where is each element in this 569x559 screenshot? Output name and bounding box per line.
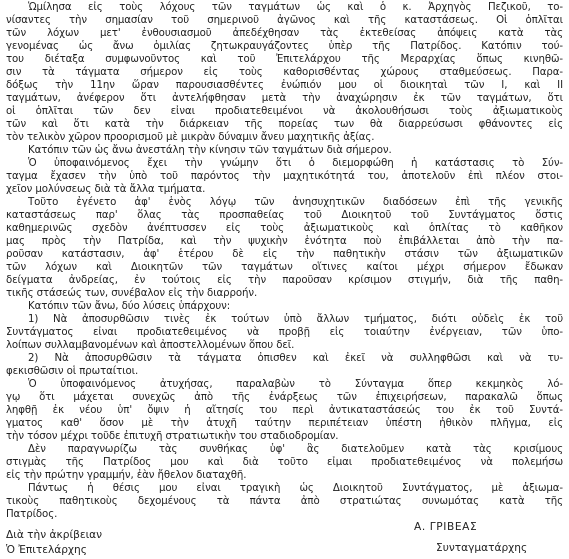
text-line: ληφθῇ ἐκ νέου ὑπ' ὄψιν ἡ αἴτησίς του περὶ ἀντικαταστάσεώς του ἐκ τοῦ Συντά- (6, 405, 563, 416)
text-line: τικῆς στάσεώς των, συνέβαλον εἰς τὴν διαρροήν. (6, 288, 258, 299)
text-line: γματος καθ' ὅσον μὲ τὴν ἀτυχῆ ταύτην περιπέτειαν ὑπέστη ἠθικὸν πλῆγμα, εἰς (6, 418, 563, 429)
signature-name: Α. ΓΡΙΒΕΑΣ (414, 521, 478, 533)
text-line: στιγμὰς τῆς Πατρίδος μου καὶ διὰ τοῦτο εἶμαι προδιατεθειμένος νὰ πολεμήσω (6, 457, 563, 468)
text-line: Συντάγματος εἶναι προδιατεθειμένος νὰ προβῇ εἰς τοιαύτην ἐνέργειαν, τῶν ὑπο- (6, 327, 563, 338)
signature-rank: Συνταγματάρχης (436, 542, 528, 554)
text-line: Ὡμίλησα εἰς τοὺς λόχους τῶν ταγμάτων ὡς καὶ ὁ κ. Ἀρχηγὸς Πεζικοῦ, το- (28, 2, 563, 13)
text-line: Κατόπιν τῶν ἄνω, δύο λύσεις ὑπάρχουν: (28, 301, 231, 312)
text-line: λοίπων συλλαμβανομένων καὶ ἀποστελλομένων ὅπου δεῖ. (6, 340, 295, 351)
closing-accuracy-line: Διὰ τὴν ἀκρίβειαν (6, 529, 103, 541)
text-line: Ὁ ὑποφαινόμενος ἔχει τὴν γνώμην ὅτι ὁ διεμορφώθη ἡ κατάστασις τὸ Σύν- (28, 158, 563, 169)
text-line: τὴν τόσον μέχρι τοῦδε ἐπιτυχῆ στρατιωτικὴν του σταδιοδρομίαν. (6, 431, 339, 442)
text-line: Κατόπιν τῶν ὡς ἄνω ἀνεστάλη τὴν κίνησιν τῶν ταγμάτων διὰ σήμερον. (28, 145, 392, 156)
closing-chief-of-staff: Ὁ Ἐπιτελάρχης (6, 544, 87, 556)
text-line: γῳ ὅτι μάχεται συνεχῶς ἀπὸ τῆς ἐνάρξεως τῶν ἐπιχειρήσεων, παρακαλῶ ὅπως (6, 392, 563, 403)
text-line: Πάντως ἡ θέσις μου εἶναι τραγικὴ ὡς Διοικητοῦ Συντάγματος, μὲ ἀξιωμα- (28, 483, 563, 494)
text-line: του διέταξα συμφωνοῦντος καὶ τοῦ Ἐπιτελάρχου τῆς Μεραρχίας ὅπως κινηθῶ- (6, 54, 563, 65)
text-line: τῶν λόχων μετ' ἐνθουσιασμοῦ ἀπεδέχθησαν τὰς ἐκτεθείσας ἀπόψεις κατὰ τὰς (6, 28, 563, 39)
text-line: δείγματα ἀνδρείας, ἐν τούτοις εἰς τὴν παροῦσαν κρίσιμον στιγμήν, διὰ τῆς παθη- (6, 275, 563, 286)
text-line: χεῖον μολύνσεως διὰ τὰ ἄλλα τμήματα. (6, 184, 206, 195)
text-line: τικοὺς παθητικοὺς δεχομένους τὰ πάντα ἀπὸ στρατιώτας συνωμότας κατὰ τῆς (6, 496, 563, 507)
text-line: ροῦσαν κατάστασιν, ἀφ' ἑτέρου δὲ εἰς τὴν παθητικὴν στάσιν τῶν ἀξιωματικῶν (6, 249, 563, 260)
text-line: σιν τὰ τάγματα σήμερον εἰς τοὺς καθορισθέντας χώρους σταθμεύσεως. Παρα- (6, 67, 563, 78)
text-line: Δὲν παραγνωρίζω τὰς συνθήκας ὑφ' ἃς διατελοῦμεν κατὰ τὰς κρισίμους (28, 444, 563, 455)
text-line: ταγμα ἔχασεν τὴν ὑπὸ τοῦ παρόντος τὴν μαχητικότητά του, ἀποτελοῦν ἐπὶ πλέον στοι- (6, 171, 563, 182)
text-line: φεκισθῶσιν οἱ πρωταίτιοι. (6, 366, 139, 377)
text-line: τὸν τελικὸν χῶρον προορισμοῦ μὲ μικρὰν δύναμιν ἄνευ μαχητικῆς ἀξίας. (6, 132, 375, 143)
text-line: καθημερινῶς σχεδὸν ἀνέπτυσσεν εἰς τοὺς ἀξιωματικοὺς καὶ ὁπλίτας τὸ καθῆκον (6, 223, 563, 234)
text-line: τῶν λόχων καὶ Διοικητῶν τῶν ταγμάτων οἵτινες καίτοι μέχρι σήμερον ἔδωκαν (6, 262, 563, 273)
text-line: 1) Νὰ ἀποσυρθῶσιν τινὲς ἐκ τούτων ὑπὸ ἄλλων τμήματος, διότι οὐδεὶς ἐκ τοῦ (28, 314, 563, 325)
text-line: 2) Νὰ ἀποσυρθῶσιν τὰ τάγματα ὀπισθεν καὶ ἐκεῖ νὰ συλληφθῶσι καὶ νὰ τυ- (28, 353, 563, 364)
text-line: μας πρὸς τὴν Πατρίδα, καὶ τὴν ψυχικὴν ἑνότητα ποὺ ἐπιβάλλεται ἀπὸ τὴν πα- (6, 236, 563, 247)
text-line: γενομένας ὡς ἄνω ὁμιλίας ζητωκραυγάζοντες ὑπὲρ τῆς Πατρίδος. Κατόπιν τού- (6, 41, 563, 52)
text-line: νίσαντες τὴν σημασίαν τοῦ σημερινοῦ ἀγῶνος καὶ τῆς καταστάσεως. Οἱ ὁπλῖται (6, 15, 563, 26)
text-line: Πατρίδος. (6, 509, 58, 520)
text-line: ταγμάτων, ἀνέφερον ὅτι ἀντελήφθησαν μετὰ τὴν ἀναχώρησιν ἐκ τῶν ταγμάτων, ὅτι (6, 93, 563, 104)
text-line: δόξως τὴν 11ην ὥραν παρουσιασθέντες ἐνώπιόν μου οἱ διοικηταὶ τῶν I, καὶ II (6, 80, 563, 91)
text-line: εἰς τὴν πρώτην γραμμήν, ἐὰν ἤθελον διαταχθῆ. (6, 470, 247, 481)
text-line: τῶν καὶ ὅτι κατὰ τὴν διάρκειαν τῆς πορείας των θὰ διαρρεύσωσι φθάνοντες εἰς (6, 119, 563, 130)
text-line: Τοῦτο ἐγένετο ἀφ' ἑνὸς λόγῳ τῶν ἀνησυχητικῶν διαδόσεων ἐπὶ τῆς γενικῆς (28, 197, 563, 208)
text-line: καταστάσεως παρ' ὅλας τὰς προσπαθείας τοῦ Διοικητοῦ τοῦ Συντάγματος ὅστις (6, 210, 563, 221)
text-line: οἱ ὁπλῖται τῶν δεν εἶναι προδιατεθειμένοι νὰ ἀκολουθήσωσι τοὺς ἀξιωματικοὺς (6, 106, 563, 117)
text-line: Ὁ ὑποφαινόμενος ἀτυχήσας, παραλαβὼν τὸ Σύνταγμα ὅπερ κεκμηκὸς λό- (28, 379, 563, 390)
